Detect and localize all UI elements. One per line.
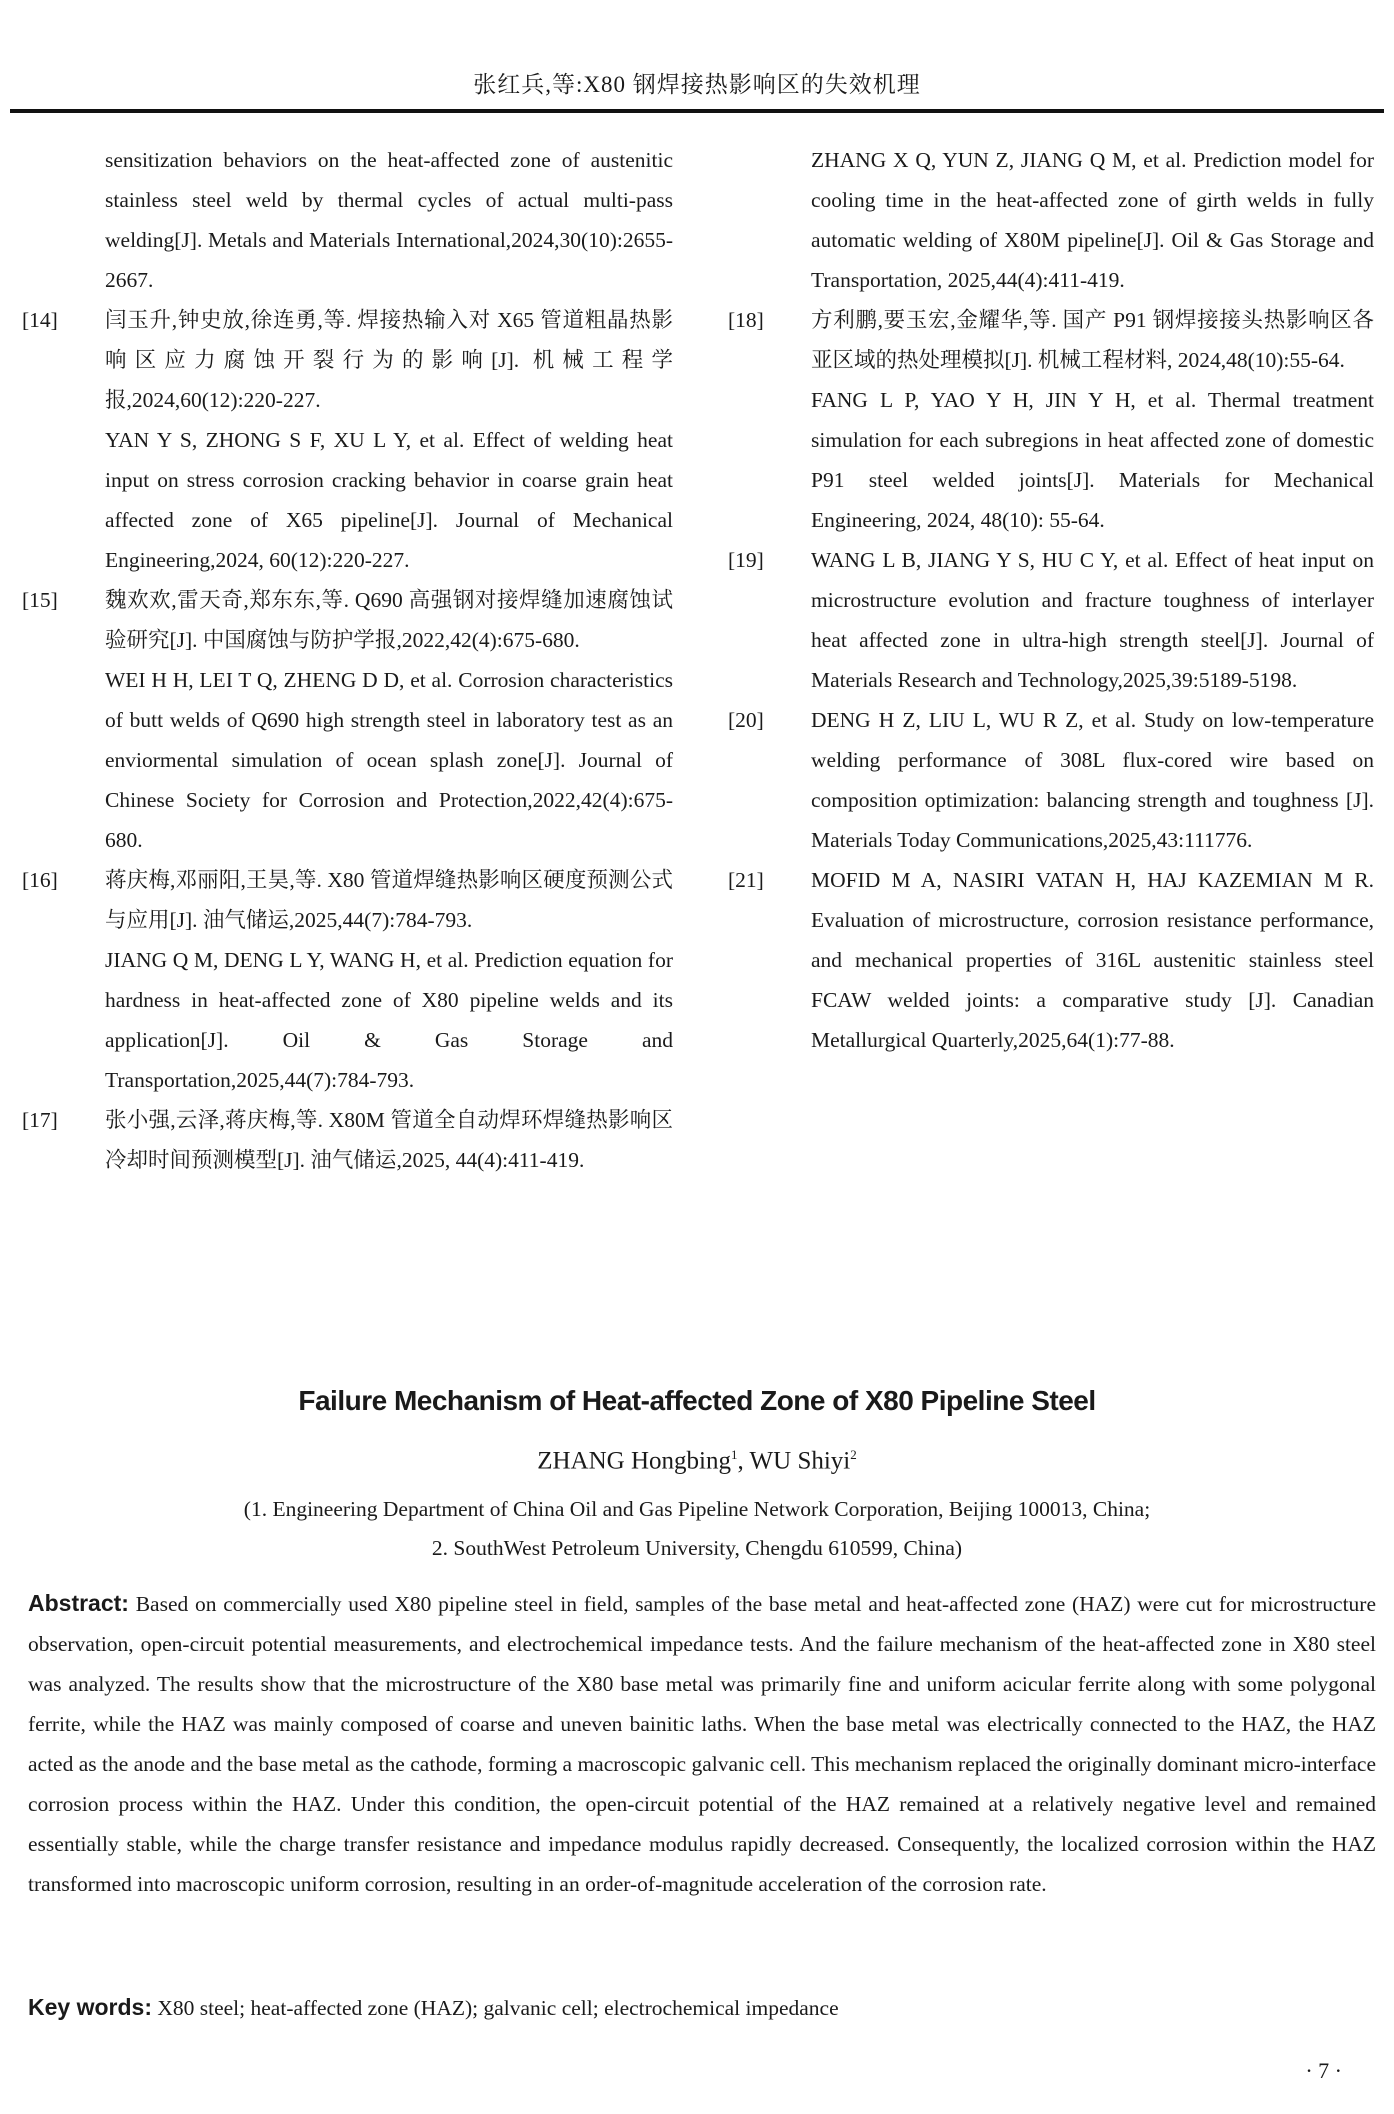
reference-entry: [22, 1100, 673, 1180]
reference-text: JIANG Q M, DENG L Y, WANG H, et al. Prediction equation for hardness in heat-affected zone of X80 pipeline welds and its application[J]. Oil & Gas Storage and Transportation,2025,44(7):784-793.: [105, 948, 673, 1092]
author-name: WU Shiyi: [749, 1447, 851, 1475]
reference-number: [14]: [22, 308, 58, 332]
reference-entry: [728, 300, 1374, 540]
abstract-text: Based on commercially used X80 pipeline steel in field, samples of the base metal and heat-affected zone (HAZ) were cut for microstructure observation, open-circuit potential measurements, and electrochemical impedance tests. And the failure mechanism of the heat-affected zone in X80 steel was analyzed. The results show that the microstructure of the X80 base metal was primarily fine and uniform acicular ferrite along with some polygonal ferrite, while the HAZ was mainly composed of coarse and uneven bainitic laths. When the base metal was electrically connected to the HAZ, the HAZ acted as the anode and the base metal as the cathode, forming a macroscopic galvanic cell. This mechanism replaced the originally dominant micro-interface corrosion process within the HAZ. Under this condition, the open-circuit potential of the HAZ remained at a relatively negative level and remained essentially stable, while the charge transfer resistance and impedance modulus rapidly decreased. Consequently, the localized corrosion within the HAZ transformed into macroscopic uniform corrosion, resulting in an order-of-magnitude acceleration of the corrosion rate.: [28, 1592, 1376, 1896]
reference-text: FANG L P, YAO Y H, JIN Y H, et al. Thermal treatment simulation for each subregions in heat affected zone of domestic P91 steel welded joints[J]. Materials for Mechanical Engineering, 2024, 48(10): 55-64.: [811, 388, 1374, 532]
affiliation-marker: 1: [730, 1447, 738, 1462]
reference-number: [17]: [22, 1108, 58, 1132]
reference-text: sensitization behaviors on the heat-affected zone of austenitic stainless steel weld by thermal cycles of actual multi-pass welding[J]. Metals and Materials International,2024,30(10):2655-2667.: [105, 148, 673, 292]
reference-text: 蒋庆梅,邓丽阳,王昊,等. X80 管道焊缝热影响区硬度预测公式与应用[J]. 油气储运,2025,44(7):784-793.: [105, 868, 673, 932]
author-separator: ,: [737, 1447, 750, 1475]
abstract: [28, 1583, 1376, 1904]
reference-text: 魏欢欢,雷天奇,郑东东,等. Q690 高强钢对接焊缝加速腐蚀试验研究[J]. 中国腐蚀与防护学报,2022,42(4):675-680.: [105, 588, 673, 652]
affiliation-1: (1. Engineering Department of China Oil and Gas Pipeline Network Corporation, Beijing 100013, China;: [243, 1497, 1151, 1521]
affiliation-2: 2. SouthWest Petroleum University, Chengdu 610599, China): [431, 1536, 963, 1560]
reference-text: 方利鹏,要玉宏,金耀华,等. 国产 P91 钢焊接接头热影响区各亚区域的热处理模拟[J]. 机械工程材料, 2024,48(10):55-64.: [811, 308, 1374, 372]
page-number: · 7 ·: [1305, 2058, 1342, 2083]
english-title: Failure Mechanism of Heat-affected Zone of X80 Pipeline Steel: [298, 1385, 1096, 1416]
reference-entry: [22, 860, 673, 1100]
reference-text: MOFID M A, NASIRI VATAN H, HAJ KAZEMIAN M R. Evaluation of microstructure, corrosion resistance performance, and mechanical properties of 316L austenitic stainless steel FCAW welded joints: a comparative study [J]. Canadian Metallurgical Quarterly,2025,64(1):77-88.: [811, 868, 1374, 1052]
reference-text: WANG L B, JIANG Y S, HU C Y, et al. Effect of heat input on microstructure evolution and fracture toughness of interlayer heat affected zone in ultra-high strength steel[J]. Journal of Materials Research and Technology,2025,39:5189-5198.: [811, 548, 1374, 692]
reference-text: WEI H H, LEI T Q, ZHENG D D, et al. Corrosion characteristics of butt welds of Q690 high strength steel in laboratory test as an enviormental simulation of ocean splash zone[J]. Journal of Chinese Society for Corrosion and Protection,2022,42(4):675-680.: [105, 668, 673, 852]
reference-number: [19]: [728, 548, 764, 572]
references-right-column: [728, 140, 1374, 1060]
reference-entry: [728, 700, 1374, 860]
reference-number: [16]: [22, 868, 58, 892]
references-left-column: [22, 140, 673, 1180]
reference-number: [21]: [728, 868, 764, 892]
reference-entry: [728, 140, 1374, 300]
abstract-label: Abstract:: [28, 1590, 129, 1616]
header-rule: [10, 109, 1384, 113]
reference-entry: [728, 540, 1374, 700]
reference-text: 张小强,云泽,蒋庆梅,等. X80M 管道全自动焊环焊缝热影响区冷却时间预测模型[J]. 油气储运,2025, 44(4):411-419.: [105, 1108, 673, 1172]
affiliation-marker: 2: [850, 1447, 857, 1462]
author-line: [0, 1447, 1394, 1475]
reference-text: YAN Y S, ZHONG S F, XU L Y, et al. Effect of welding heat input on stress corrosion cracking behavior in coarse grain heat affected zone of X65 pipeline[J]. Journal of Mechanical Engineering,2024, 60(12):220-227.: [105, 428, 673, 572]
keywords: [28, 1987, 1376, 2028]
reference-number: [15]: [22, 588, 58, 612]
author-name: ZHANG Hongbing: [537, 1447, 731, 1475]
reference-entry: [728, 860, 1374, 1060]
reference-text: DENG H Z, LIU L, WU R Z, et al. Study on low-temperature welding performance of 308L flux-cored wire based on composition optimization: balancing strength and toughness [J]. Materials Today Communications,2025,43:111776.: [811, 708, 1374, 852]
running-head: 张红兵,等:X80 钢焊接热影响区的失效机理: [473, 72, 921, 97]
reference-number: [20]: [728, 708, 764, 732]
keywords-text: X80 steel; heat-affected zone (HAZ); galvanic cell; electrochemical impedance: [151, 1996, 839, 2020]
reference-text: 闫玉升,钟史放,徐连勇,等. 焊接热输入对 X65 管道粗晶热影响区应力腐蚀开裂行为的影响[J]. 机械工程学报,2024,60(12):220-227.: [105, 308, 673, 412]
keywords-label: Key words:: [28, 1994, 152, 2020]
reference-entry: [22, 580, 673, 860]
reference-entry: [22, 300, 673, 580]
reference-text: ZHANG X Q, YUN Z, JIANG Q M, et al. Prediction model for cooling time in the heat-affected zone of girth welds in fully automatic welding of X80M pipeline[J]. Oil & Gas Storage and Transportation, 2025,44(4):411-419.: [811, 148, 1374, 292]
reference-entry: [22, 140, 673, 300]
reference-number: [18]: [728, 308, 764, 332]
